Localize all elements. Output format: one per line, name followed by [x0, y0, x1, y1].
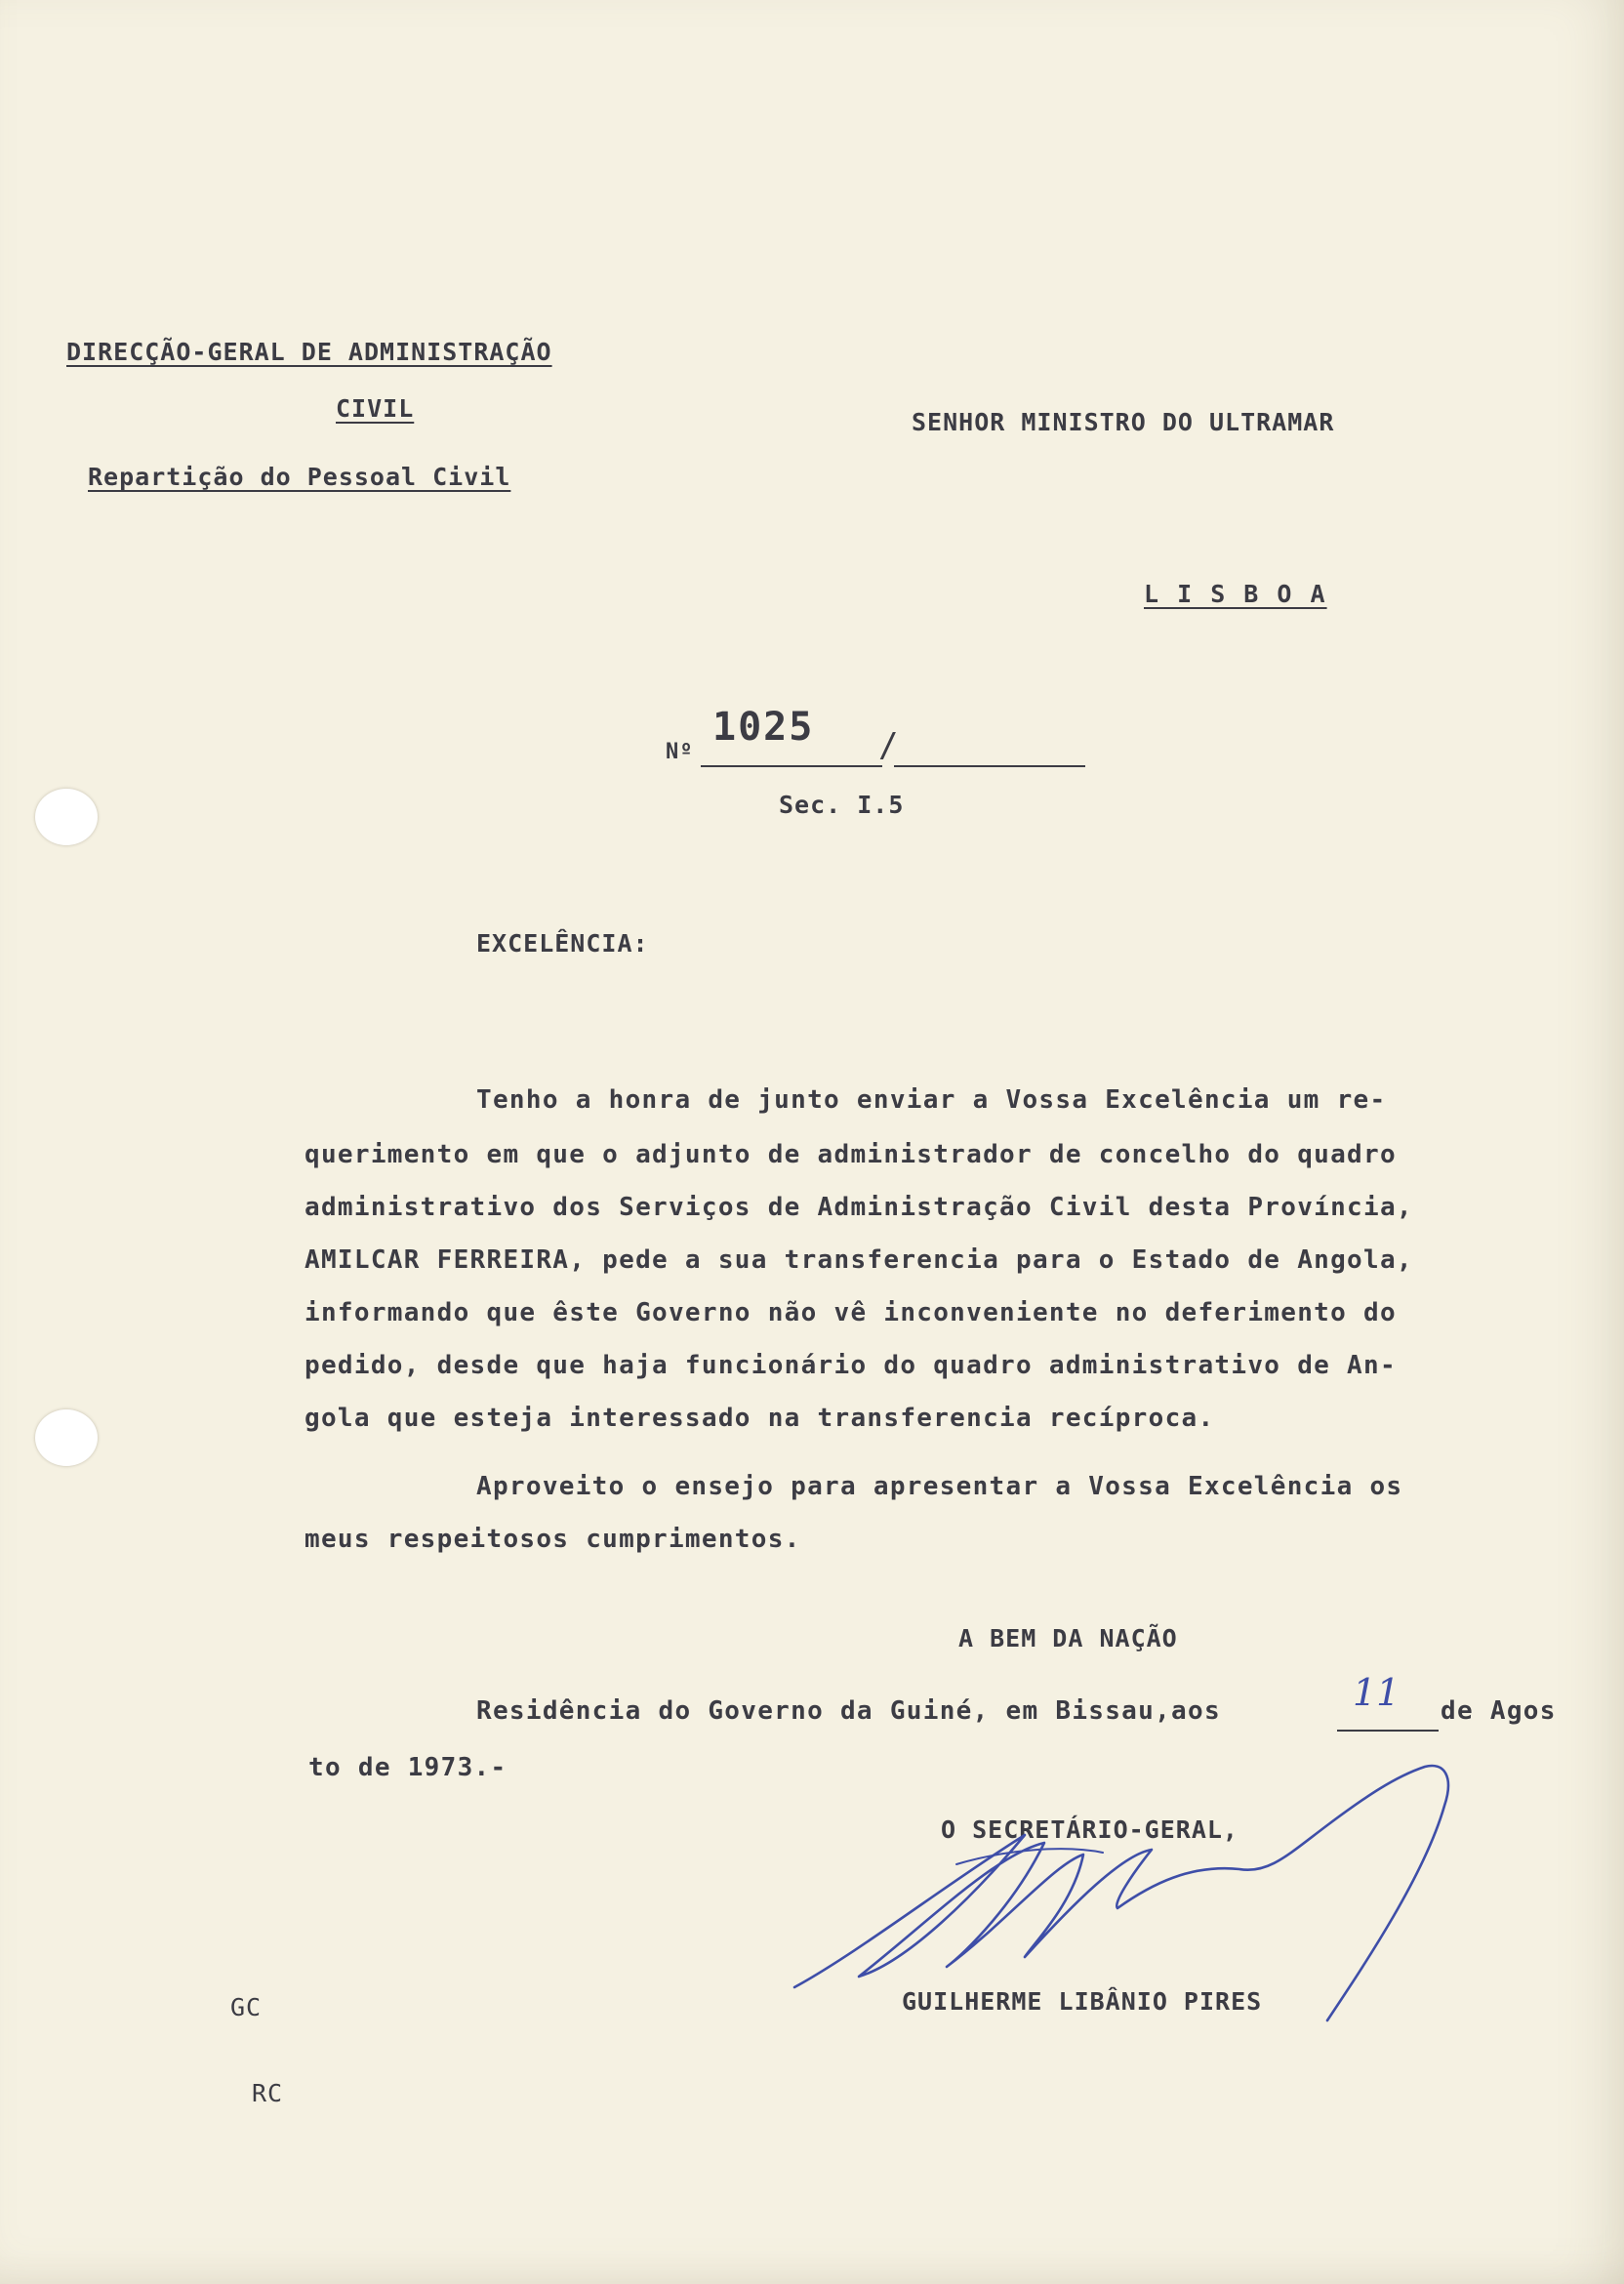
body-line: informando que êste Governo não vê inconveniente no deferimento do — [304, 1298, 1397, 1327]
body-line: administrativo dos Serviços de Administração Civil desta Província, — [304, 1193, 1413, 1222]
closing-motto: A BEM DA NAÇÃO — [958, 1624, 1178, 1652]
body-line: gola que esteja interessado na transferencia recíproca. — [304, 1404, 1215, 1433]
handwritten-day: 11 — [1353, 1671, 1401, 1714]
reference-separator: / — [878, 726, 900, 765]
signer-name: GUILHERME LIBÂNIO PIRES — [902, 1987, 1263, 2016]
body-line: meus respeitosos cumprimentos. — [304, 1525, 801, 1554]
addressee-title: SENHOR MINISTRO DO ULTRAMAR — [912, 408, 1335, 436]
reference-prefix: Nº — [666, 740, 694, 764]
place-date-month: de Agos — [1441, 1696, 1557, 1726]
body-line: AMILCAR FERREIRA, pede a sua transferencia para o Estado de Angola, — [304, 1245, 1413, 1275]
place-date-year: to de 1973.- — [308, 1753, 508, 1782]
handwritten-signature — [781, 1737, 1483, 2030]
signer-role: O SECRETÁRIO-GERAL, — [941, 1815, 1238, 1844]
reference-section: Sec. I.5 — [779, 791, 905, 819]
addressee-city: L I S B O A — [1144, 580, 1327, 608]
place-date-text: Residência do Governo da Guiné, em Bissau,aos — [476, 1696, 1221, 1726]
body-line: pedido, desde que haja funcionário do quadro administrativo de An- — [304, 1351, 1397, 1380]
initials: RC — [252, 2079, 284, 2107]
salutation: EXCELÊNCIA: — [476, 929, 649, 958]
body-line: querimento em que o adjunto de administrador de concelho do quadro — [304, 1140, 1397, 1169]
sender-department: DIRECÇÃO-GERAL DE ADMINISTRAÇÃO — [66, 338, 552, 366]
body-line: Tenho a honra de junto enviar a Vossa Excelência um re- — [476, 1085, 1387, 1115]
sender-department-suffix: CIVIL — [336, 394, 415, 423]
sender-section: Repartição do Pessoal Civil — [88, 463, 511, 491]
punch-hole — [35, 789, 98, 845]
body-line: Aproveito o ensejo para apresentar a Vossa Excelência os — [476, 1472, 1403, 1501]
punch-hole — [35, 1409, 98, 1466]
reference-year-field — [894, 722, 1085, 767]
reference-number: 1025 — [712, 705, 815, 750]
initials: GC — [230, 1993, 263, 2021]
